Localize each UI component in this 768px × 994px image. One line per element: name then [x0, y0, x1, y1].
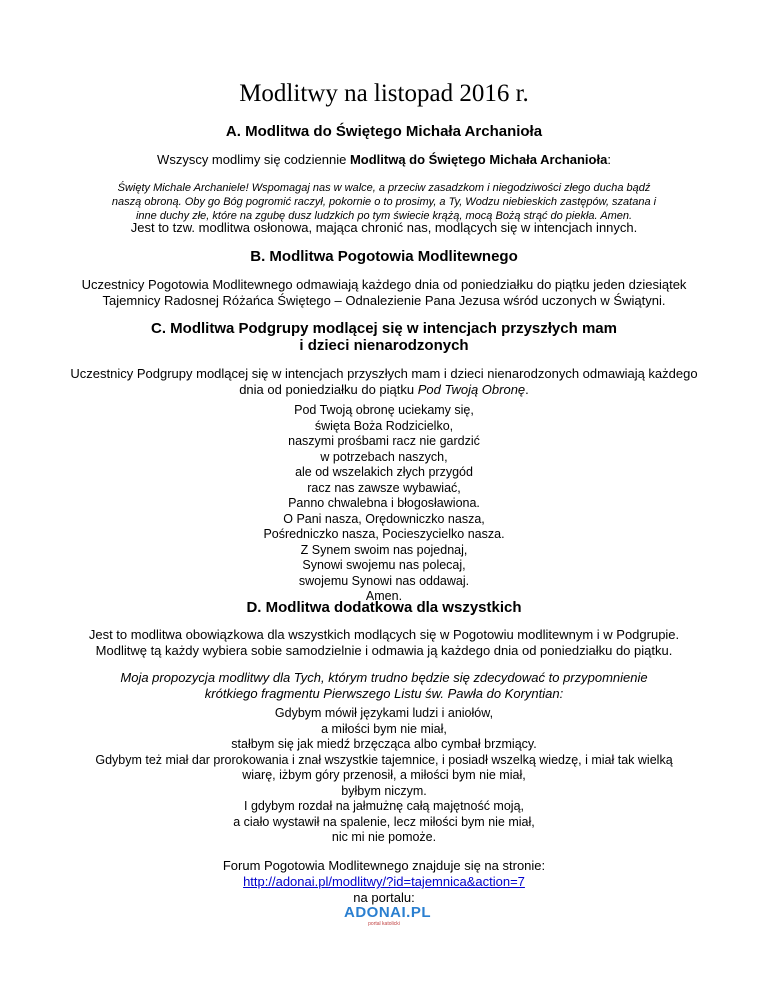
fragment-line: a miłości bym nie miał,: [321, 721, 447, 736]
fragment-line: Gdybym mówił językami ludzi i aniołów,: [274, 706, 494, 720]
pod-twoja-obrone-prayer: [0, 403, 768, 605]
section-c-heading: [0, 320, 768, 354]
prayer-line: Z Synem swoim nas pojednaj,: [300, 542, 468, 557]
prayer-line: swojemu Synowi nas oddawaj.: [298, 573, 470, 588]
section-c-intro-line: Uczestnicy Podgrupy modlącej się w intencjach przyszłych mam i dzieci nienarodzonych odmawiają każdego: [70, 366, 698, 381]
section-c-intro-italic: Pod Twoją Obronę: [417, 382, 526, 397]
fragment-line: wiarę, iżbym góry przenosił, a miłości bym nie miał,: [242, 768, 526, 782]
section-c-intro-end: .: [525, 382, 529, 397]
portal-text: na portalu:: [353, 890, 415, 905]
forum-text: Forum Pogotowia Modlitewnego znajduje się na stronie:: [222, 858, 546, 873]
fragment-line: Gdybym też miał dar prorokowania i znał wszystkie tajemnice, i posiadł wszelką wiedzę, i miał tak wielką: [95, 752, 673, 767]
section-c-heading-line: i dzieci nienarodzonych: [299, 337, 469, 354]
prayer-line: w potrzebach naszych,: [320, 449, 448, 464]
section-b-line: Uczestnicy Pogotowia Modlitewnego odmawiają każdego dnia od poniedziałku do piątku jeden dziesiątek: [81, 277, 687, 292]
prayer-line: Pośredniczko nasza, Pocieszycielko nasza.: [263, 527, 505, 541]
section-b-line: Tajemnicy Radosnej Różańca Świętego – Odnalezienie Pana Jezusa wśród uczonych w Świątyni.: [102, 293, 666, 308]
footer: [0, 858, 768, 906]
michael-prayer-line: naszą obroną. Oby go Bóg pogromić raczył, pokornie o to prosimy, a Ty, Wodzu niebieskich zastępów, szatana i: [111, 196, 657, 208]
section-a-intro-text: Wszyscy modlimy się codziennie: [157, 152, 350, 167]
fragment-line: I gdybym rozdał na jałmużnę całą majętność moją,: [244, 799, 524, 813]
corinthians-fragment: [0, 706, 768, 846]
michael-prayer: [0, 181, 768, 223]
section-c-heading-line: C. Modlitwa Podgrupy modlącej się w intencjach przyszłych mam: [151, 320, 617, 337]
adonai-logo-subtext: portal katolicki: [368, 921, 400, 927]
prayer-line: racz nas zawsze wybawiać,: [307, 480, 461, 495]
section-c-intro: [0, 366, 768, 398]
section-c-intro-line: [0, 382, 768, 398]
section-d-heading: D. Modlitwa dodatkowa dla wszystkich: [246, 599, 522, 616]
section-c-intro-text: dnia od poniedziałku do piątku: [239, 382, 418, 397]
adonai-logo-text: ADONAI.PL: [344, 904, 431, 921]
prayer-line: O Pani nasza, Orędowniczko nasza,: [283, 511, 485, 526]
fragment-line: a ciało wystawił na spalenie, lecz miłości bym nie miał,: [233, 814, 535, 829]
section-a-heading: A. Modlitwa do Świętego Michała Archanioła: [225, 123, 543, 140]
prayer-line: Amen.: [365, 589, 403, 603]
prayer-line: święta Boża Rodzicielko,: [314, 418, 454, 433]
prayer-line: Pod Twoją obronę uciekamy się,: [294, 403, 474, 417]
section-a-intro-bold: Modlitwą do Świętego Michała Archanioła: [349, 152, 608, 167]
michael-prayer-line: inne duchy złe, które na zgubę dusz ludzkich po tym świecie krążą, mocą Bożą strąć do piekła. Amen.: [135, 210, 633, 222]
fragment-line: stałbym się jak miedź brzęcząca albo cymbał brzmiący.: [231, 737, 537, 751]
section-b-text: [0, 277, 768, 309]
section-a-intro: [0, 152, 768, 168]
section-b-heading: B. Modlitwa Pogotowia Modlitewnego: [250, 248, 518, 265]
forum-link[interactable]: http://adonai.pl/modlitwy/?id=tajemnica&action=7: [243, 874, 525, 889]
section-d-line: Jest to modlitwa obowiązkowa dla wszystkich modlących się w Pogotowiu modlitewnym i w Podgrupie.: [88, 627, 680, 642]
section-a-note: Jest to tzw. modlitwa osłonowa, mająca chronić nas, modlących się w intencjach innych.: [130, 220, 638, 235]
prayer-line: Panno chwalebna i błogosławiona.: [288, 496, 480, 510]
prayer-line: naszymi prośbami racz nie gardzić: [288, 434, 480, 448]
section-a-intro-end: :: [607, 152, 611, 167]
prayer-line: ale od wszelakich złych przygód: [295, 465, 473, 479]
adonai-logo[interactable]: [344, 904, 431, 934]
fragment-line: nic mi nie pomoże.: [331, 830, 437, 844]
section-d-line: Modlitwę tą każdy wybiera sobie samodzielnie i odmawia ją każdego dnia od poniedziałku do piątku.: [95, 643, 673, 658]
fragment-line: byłbym niczym.: [341, 783, 427, 798]
section-d-proposal: [0, 670, 768, 702]
michael-prayer-line: Święty Michale Archaniele! Wspomagaj nas w walce, a przeciw zasadzkom i niegodziwości złego ducha bądź: [117, 182, 651, 194]
section-d-proposal-line: krótkiego fragmentu Pierwszego Listu św. Pawła do Koryntian:: [204, 686, 564, 701]
prayer-line: Synowi swojemu nas polecaj,: [302, 558, 466, 572]
section-d-text: [0, 627, 768, 659]
page-title: Modlitwy na listopad 2016 r.: [239, 80, 529, 107]
section-d-proposal-line: Moja propozycja modlitwy dla Tych, którym trudno będzie się zdecydować to przypomnienie: [120, 670, 648, 685]
